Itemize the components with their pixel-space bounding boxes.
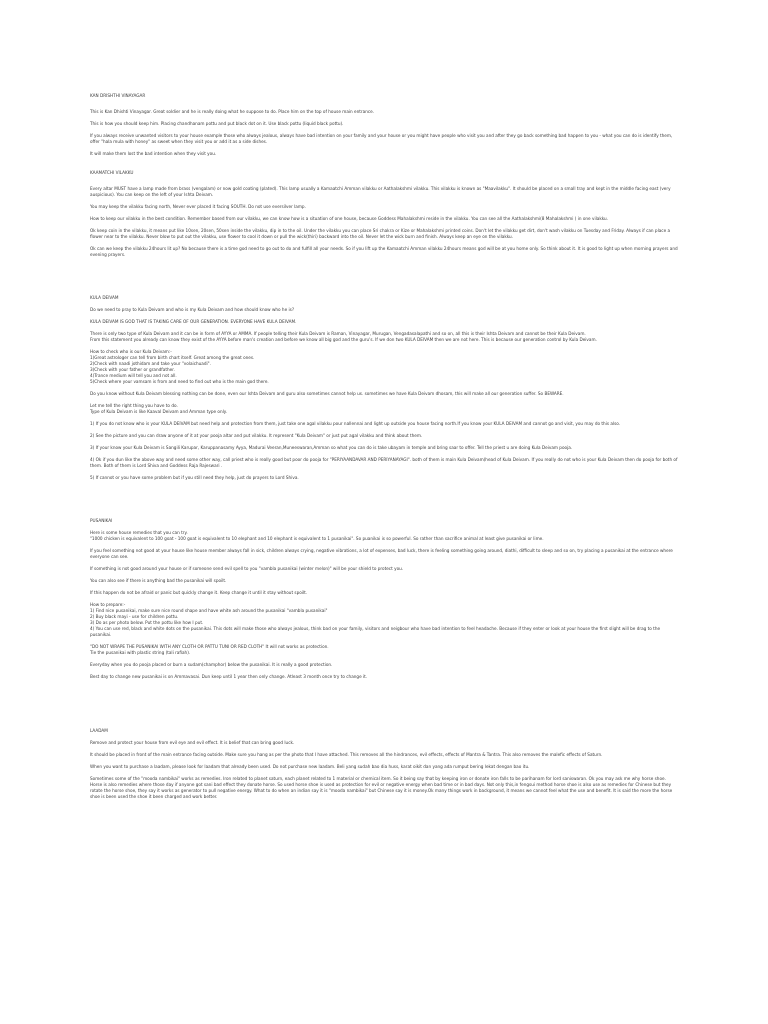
paragraph: If this happen do not be afraid or panic but quickly change it. Keep change it until it stay without spoilt. bbox=[90, 590, 308, 595]
paragraph: Everyday when you do pooja placed or burn a sudam(champhor) below the pusanikai. It is really a good protection. bbox=[90, 662, 333, 667]
paragraph: Type of Kula Deivam is like Kaaval Deivam and Amman type only. bbox=[90, 409, 227, 414]
paragraph: Best day to change new pusanikai is on Ammavasai. Dun keep until 1 year then only change. Atleast 3 month once try to change it. bbox=[90, 674, 368, 679]
section-heading-laadam: LAADAM bbox=[90, 728, 108, 733]
paragraph: If you always receive unwanted visitors to your house example those who always jealous, always have bad intention on your family and your house or you might have people who visit you and after they go back something bad happen to you - what you can do is identify them, offer "hala mula with honey" as sweet when they visit you or add it as a side dishes. bbox=[90, 133, 673, 144]
list-item: 3)Check with your father or grandfather. bbox=[90, 367, 175, 372]
paragraph: Tie the pusanikai with plastic string (tali rafiah). bbox=[90, 650, 191, 655]
paragraph: It will make them lost the bad intention when they visit you. bbox=[90, 151, 217, 156]
paragraph: When you want to purchase a laadam, please look for laadam that already been used. Do not purchase new laadam. Beli yang sudah bao dia huss, karat oikit dan yang ada rumput bering lekat dengan bao itu. bbox=[90, 764, 530, 769]
paragraph: Every altar MUST have a lamp made from brass (vengalam) or now gold coating (plated). This lamp usually a Kamaatchi Amman vilakku or Aathalakshmi vilakku. This vilakku is known as "Maavilakku". It should be placed on a small tray and kept in the middle facing east (very auspicious). You can keep on the left of your Ishta Deivam. bbox=[90, 186, 671, 197]
paragraph: From this statement you already can know they exist of the AYYA before man's creation and before we know all big god and the guru's. If we don two KULA DEIVAM then we are not here. This is because our generation control by Kula Deivam. bbox=[90, 337, 597, 342]
list-item: 1) Find nice pusanikai, make sure nice round shape and have white ash around the pusanikai "vambla pusanikai" bbox=[90, 608, 328, 613]
paragraph: 4) Ok if you dun like the above way and need some other way, call priest who is really good but poor do pooja for "PERIYAANDAVAR AND PERIYANAYAGI". both of them is main Kula Deivam(head of Kula Deivam. If you really do not who is your Kula Deivam then do pooja for both of them. Both of them is Lord Shiva and Goddess Raja Rajeswari . bbox=[90, 457, 678, 468]
paragraph: 1) If you do not know who is your KULA DEIVAM but need help and protection from them, just take one agal vilakku pour nallennai and light up outside you house facing north.If you know your KULA DEIVAM and cannot go and visit, you may do this also. bbox=[90, 421, 621, 426]
document-page bbox=[90, 0, 678, 800]
paragraph: If something is not good around your house or if someone send evil spell to you "vambla pusanikai (winter melon)" will be your shield to protect you. bbox=[90, 566, 404, 571]
list-title: How to check who is our Kula Deivam:- bbox=[90, 349, 172, 354]
paragraph: How to keep our vilakku in the best condition. Remember based from our vilakku, we can know how is a situation of one house, because Goddess Mahalakshmi reside in the vilakku. You can see all the Aathalakshmi(8 Mahalakshmi ) in one vilakku. bbox=[90, 216, 609, 221]
section-heading-pusanikai: PUSANIKAI bbox=[90, 518, 113, 523]
list-item: 4) You can use red, black and white dots on the pusanikai. This dots will make those who always jealous, think bad on your family, visitors and neigbour who have bad intention to feel headache. Because if they enter or look at your house the first slight will be drag to the pusanikai. bbox=[90, 626, 661, 637]
list-item: 5)Check where your vamsam is from and need to find out who is the main god there. bbox=[90, 379, 269, 384]
paragraph: 3) If your know your Kula Deivam is Sangili Karupar, Karuppanasamy Ayya, Madurai Veeran,Muneeswaran,Amman so what you can do is take ubayam in temple and bring saar to offer. Tell the priest u are doing Kula Deivam pooja. bbox=[90, 445, 573, 450]
paragraph: Ok keep coin in the vilakku, it means put like 10sen, 20sen, 50sen inside the vilakku, dip in to the oil. Under the vilakku you can place Sri chakra or Kize or Mahalakshmi printed coins. Don't let the vilakku get dirt, don't wash vilakku on Tuesday and Friday. Always if can place a flower near to the vilakku. Never blow to put out the vilakku, use flower to cool it down or pull the wick(thiri) backward into the oil. Never let the wick burn and finish. Always keep an eye on the vilakku. bbox=[90, 228, 671, 239]
paragraph: "1000 chicken is equivalent to 100 goat - 100 goat is equivalent to 10 elephant and 10 elephant is equivalent to 1 pusanikai". So puanikai is so powerful. So rather than sacrifice animal at least give pusanikai or lime. bbox=[90, 536, 544, 541]
paragraph: 5) If cannot or you have some problem but if you still need they help, just do prayers to Lord Shiva. bbox=[90, 475, 299, 480]
list-item: 2) Buy black mayi - use for children pottu. bbox=[90, 614, 179, 619]
list-item: 3) Do as per photo below. Put the pottu like how I put. bbox=[90, 620, 204, 625]
list-item: 1)Great astrologer can tell from birth chart itself. Great among the great ones. bbox=[90, 355, 255, 360]
paragraph: Here is some house remedies that you can try. bbox=[90, 530, 188, 535]
paragraph: Do you know without Kula Deivam blessing nothing can be done, even our Ishta Deivam and guru also sometimes cannot help us. sometimes we have Kula Deivam dhosam, this will make all our generation suffer. So BEWARE. bbox=[90, 391, 564, 396]
paragraph: Remove and protect your house from evil eye and evil effect. It is belief that can bring good luck. bbox=[90, 740, 295, 745]
list-item: 4)Trance medium will tell you and not all. bbox=[90, 373, 177, 378]
paragraph: This is how you should keep him. Placing chandhanam pottu and put black dot on it. Use black pottu (liquid black pottu). bbox=[90, 121, 344, 126]
paragraph: Sometimes some of the "mooda nambikai" works as remedies. Iron related to planet saturn, each planet related to 1 material or chemical item. So it being say that by keeping iron or donate iron falls to be parihanam for lord saniswaran. Ok you may ask me why horse shoe. Horse is also remedies where those day if anyone got sani bad effect they donate horse. So used horse shoe is used as protection for evil or negative energy when bad time or in bad days. Not only this,in fengsui method horse shoe is also use as remedies for Chinese but they rotate the horse shoe, they say it works as generator to pull negative energy. What to do when an indian say it is "mooda nambikai" but Chinese say it is money.Ok many things work in background, it means we cannot feel what the use and benefit. It is said the more the horse shoe is been used the shoe it been charged and work better. bbox=[90, 776, 673, 799]
paragraph: "DO NOT WRAPE THE PUSANIKAI WITH ANY CLOTH OR PATTU TUNI OR RED CLOTH" It will not works as protection. bbox=[90, 644, 329, 649]
paragraph: Ok can we keep the vilakku 24hours lit up? No because there is a time god need to go out to do and fulfill all your needs. So if you lift up the Kamaatchi Amman vilakku 24hours means god will be at you home only. So think about it. It is good to light up when morning prayers and evening prayers. bbox=[90, 246, 678, 257]
section-heading-kamatchi: KAAMATCHI VILAKKU bbox=[90, 170, 134, 175]
list-title: How to prepare:- bbox=[90, 602, 126, 607]
paragraph: There is only two type of Kula Deivam and it can be in form of AYYA or AMMA. If people telling their Kula Deivam is Raman, Vinayagar, Murugan, Vengadasalapathi and so on, all this is their Ishta Deivam and cannot be their Kula Deivam. bbox=[90, 331, 586, 336]
paragraph: KULA DEIVAM IS GOD THAT IS TAKING CARE OF OUR GENERATION. EVERYONE HAVE KULA DEIVAM. bbox=[90, 319, 297, 324]
section-heading-kan-drishti: KAN DRISHTHI VINAYAGAR bbox=[90, 93, 146, 98]
paragraph: You can also see if there is anything bad the pusanikai will spoilt. bbox=[90, 578, 227, 583]
paragraph: You may keep the vilakku facing north, Never ever placed it facing SOUTH. Do not use eversilver lamp. bbox=[90, 204, 306, 209]
paragraph: 2) See the picture and you can draw anyone of it at your pooja altar and put vilakku. It represent "Kula Deivam" or just put agal vilakku and think about them. bbox=[90, 433, 423, 438]
paragraph: Let me tell the right thing you have to do. bbox=[90, 403, 178, 408]
paragraph: Do we need to pray to Kula Deivam and who is my Kula Deivam and how should know who he is? bbox=[90, 307, 295, 312]
list-item: 2)Check with naadi jothidam and take your "volaichuadi". bbox=[90, 361, 211, 366]
paragraph: If you feel something not good at your house like house member always fall in sick, children always crying, negative vibrations, a lot of expenses, bad luck, there is feeling something going around, diathi, difficult to sleep and so on, try placing a pusanikai at the entrance where everyone can see. bbox=[90, 548, 673, 559]
paragraph: It should be placed in front of the main entrance facing outside. Make sure you hang as per the photo that I have attached. This removes all the hindrances, evil effects, effects of Mantra & Tantra. This also removes the malefic effects of Saturn. bbox=[90, 752, 603, 757]
section-heading-kula-deivam: KULA DEIVAM bbox=[90, 295, 119, 300]
paragraph: This is Kan Dhishti Vinayagar. Great soldier and he is really doing what he suppose to do. Place him on the top of house main entrance. bbox=[90, 109, 375, 114]
